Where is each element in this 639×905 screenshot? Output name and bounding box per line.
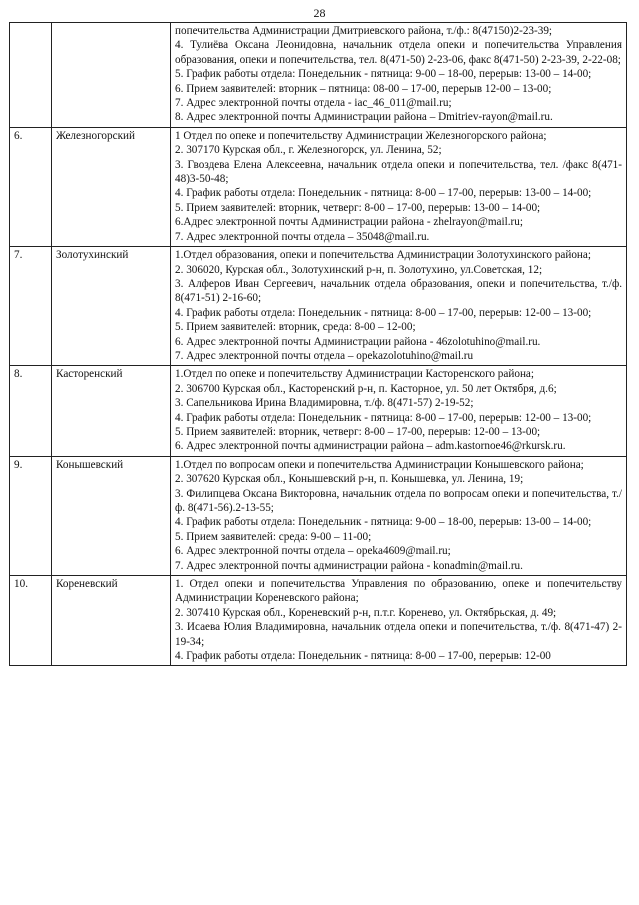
detail-line: 3. Гвоздева Елена Алексеевна, начальник отдела опеки и попечительства, тел. /факс 8(471-48)3-50-48;: [175, 158, 622, 186]
detail-line: 2. 307410 Курская обл., Кореневский р-н, п.т.г. Коренево, ул. Октябрьская, д. 49;: [175, 606, 557, 619]
detail-line: 7. Адрес электронной почты отдела – 35048@mail.ru.: [175, 230, 430, 243]
detail-line: 4. График работы отдела: Понедельник - пятница: 8-00 – 17-00, перерыв: 12-00 – 13-00;: [175, 306, 592, 319]
detail-line: 5. Прием заявителей: вторник, четверг: 8-00 – 17-00, перерыв: 12-00 – 13-00;: [175, 425, 541, 438]
detail-line: 4. Тулиёва Оксана Леонидовна, начальник отдела опеки и попечительства Управления образования, опеки и попечительства, тел. 8(471-50) 2-23-06, факс 8(471-50) 2-23-39, 2-22-08;: [175, 39, 622, 66]
row-number-cell: 6.: [10, 127, 52, 246]
district-details-cell: [171, 23, 627, 128]
detail-line: 7. Адрес электронной почты отдела – opekazolotuhino@mail.ru: [175, 349, 474, 362]
table-row: [10, 247, 627, 366]
row-number-cell: 9.: [10, 456, 52, 575]
table-row: [10, 23, 627, 128]
district-name-cell: Золотухинский: [52, 247, 171, 366]
district-details-cell: [171, 247, 627, 366]
detail-line: 6. Прием заявителей: вторник – пятница: 08-00 – 17-00, перерыв 12-00 – 13-00;: [175, 82, 552, 95]
detail-line: 7. Адрес электронной почты отдела - iac_46_011@mail.ru;: [175, 97, 452, 110]
contacts-table: [9, 22, 627, 666]
district-name-cell: Железногорский: [52, 127, 171, 246]
row-number-cell: 10.: [10, 576, 52, 666]
detail-line: 5. График работы отдела: Понедельник - пятница: 9-00 – 18-00, перерыв: 13-00 – 14-00;: [175, 68, 592, 81]
detail-line: 1.Отдел образования, опеки и попечительства Администрации Золотухинского района;: [175, 249, 591, 262]
table-row: [10, 127, 627, 246]
district-name-cell: Конышевский: [52, 456, 171, 575]
detail-line: 3. Филипцева Оксана Викторовна, начальник отдела по вопросам опеки и попечительства, т./ф. 8(471-56).2-13-55;: [175, 487, 622, 514]
row-number-cell: 8.: [10, 366, 52, 456]
contacts-table-body: [10, 23, 627, 666]
district-details-cell: [171, 576, 627, 666]
detail-line: 2. 307620 Курская обл., Конышевский р-н, п. Конышевка, ул. Ленина, 19;: [175, 473, 524, 486]
table-row: [10, 576, 627, 666]
district-name-cell: [52, 23, 171, 128]
district-name-cell: Касторенский: [52, 366, 171, 456]
detail-line: 4. График работы отдела: Понедельник - пятница: 8-00 – 17-00, перерыв: 12-00 – 13-00;: [175, 411, 592, 424]
detail-line: 6. Адрес электронной почты администрации района – adm.kastornoe46@rkursk.ru.: [175, 440, 566, 453]
detail-line: 5. Прием заявителей: вторник, четверг: 8-00 – 17-00, перерыв: 13-00 – 14-00;: [175, 201, 541, 214]
district-details-cell: [171, 127, 627, 246]
district-name-cell: Кореневский: [52, 576, 171, 666]
district-details-cell: [171, 366, 627, 456]
detail-line: 3. Сапельникова Ирина Владимировна, т./ф. 8(471-57) 2-19-52;: [175, 397, 474, 410]
detail-line: 5. Прием заявителей: среда: 9-00 – 11-00;: [175, 530, 372, 543]
detail-line: 1.Отдел по опеке и попечительству Администрации Касторенского района;: [175, 368, 535, 381]
detail-line: 3. Исаева Юлия Владимировна, начальник отдела опеки и попечительства, т./ф. 8(471-47) 2-19-34;: [175, 621, 622, 648]
table-row: [10, 456, 627, 575]
row-number-cell: [10, 23, 52, 128]
page-number: 28: [313, 6, 326, 20]
detail-line: 4. График работы отдела: Понедельник - пятница: 8-00 – 17-00, перерыв: 13-00 – 14-00;: [175, 187, 592, 200]
detail-line: 7. Адрес электронной почты администрации района - konadmin@mail.ru.: [175, 559, 523, 572]
detail-line: 1 Отдел по опеке и попечительству Администрации Железногорского района;: [175, 129, 547, 142]
detail-line: попечительства Администрации Дмитриевского района, т./ф.: 8(47150)2-23-39;: [175, 25, 553, 37]
detail-line: 3. Алферов Иван Сергеевич, начальник отдела образования, опеки и попечительства, т./ф. 8(471-51) 2-16-60;: [175, 277, 622, 305]
row-number-cell: 7.: [10, 247, 52, 366]
detail-line: 2. 306020, Курская обл., Золотухинский р-н, п. Золотухино, ул.Советская, 12;: [175, 263, 543, 276]
detail-line: 4. График работы отдела: Понедельник - пятница: 9-00 – 18-00, перерыв: 13-00 – 14-00;: [175, 516, 592, 529]
detail-line: 6.Адрес электронной почты Администрации района - zhelrayon@mail.ru;: [175, 216, 523, 229]
district-details-cell: [171, 456, 627, 575]
detail-line: 6. Адрес электронной почты отдела – opeka4609@mail.ru;: [175, 545, 451, 558]
detail-line: 6. Адрес электронной почты Администрации района - 46zolotuhino@mail.ru.: [175, 335, 541, 348]
detail-line: 1. Отдел опеки и попечительства Управления по образованию, опеке и попечительству Администрации Кореневского района;: [175, 578, 622, 605]
detail-line: 1.Отдел по вопросам опеки и попечительства Администрации Конышевского района;: [175, 458, 584, 471]
detail-line: 2. 307170 Курская обл., г. Железногорск, ул. Ленина, 52;: [175, 144, 442, 157]
detail-line: 5. Прием заявителей: вторник, среда: 8-00 – 12-00;: [175, 321, 416, 334]
detail-line: 2. 306700 Курская обл., Касторенский р-н, п. Касторное, ул. 50 лет Октября, д.6;: [175, 382, 557, 395]
detail-line: 4. График работы отдела: Понедельник - пятница: 8-00 – 17-00, перерыв: 12-00: [175, 650, 551, 663]
table-row: [10, 366, 627, 456]
detail-line: 8. Адрес электронной почты Администрации района – Dmitriev-rayon@mail.ru.: [175, 111, 553, 124]
